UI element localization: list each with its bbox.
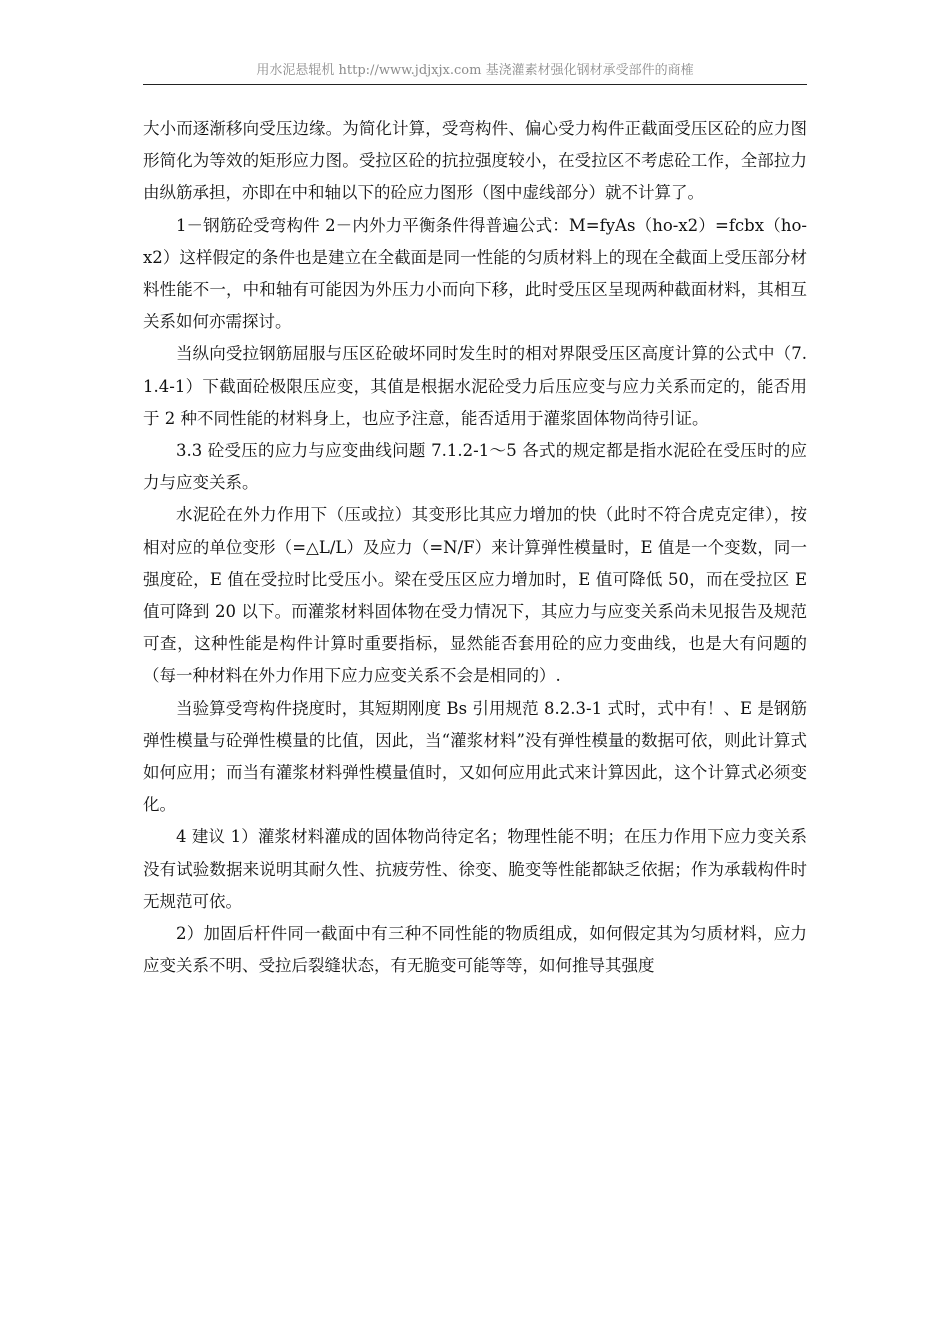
paragraph: 当验算受弯构件挠度时，其短期刚度 Bs 引用规范 8.2.3-1 式时，式中有！、E 是钢筋弹性模量与砼弹性模量的比值，因此，当“灌浆材料”没有弹性模量的数据可依，则此计算式如何应用；而当有灌浆材料弹性模量值时，又如何应用此式来计算因此，这个计算式必须变化。 (143, 698, 807, 815)
paragraph: 4 建议 1）灌浆材料灌成的固体物尚待定名；物理性能不明；在压力作用下应力变关系没有试验数据来说明其耐久性、抗疲劳性、徐变、脆变等性能都缺乏依据；作为承载构件时无规范可依。 (143, 827, 807, 911)
paragraph: 大小而逐渐移向受压边缘。为简化计算，受弯构件、偏心受力构件正截面受压区砼的应力图形简化为等效的矩形应力图。受拉区砼的抗拉强度较小，在受拉区不考虑砼工作，全部拉力由纵筋承担，亦即在中和轴以下的砼应力图形（图中虚线部分）就不计算了。 (143, 119, 807, 203)
page-header: 用水泥悬辊机 http://www.jdjxjx.com 基浇灌素材强化钢材承受部件的商榷 (256, 63, 694, 78)
paragraph: 当纵向受拉钢筋屈服与压区砼破坏同时发生时的相对界限受压区高度计算的公式中（7.1.4-1）下截面砼极限压应变，其值是根据水泥砼受力后压应变与应力关系而定的，能否用于 2 种不同性能的材料身上，也应予注意，能否适用于灌浆固体物尚待引证。 (143, 344, 807, 428)
paragraph: 3.3 砼受压的应力与应变曲线问题 7.1.2-1～5 各式的规定都是指水泥砼在受压时的应力与应变关系。 (143, 441, 807, 493)
paragraph: 2）加固后杆件同一截面中有三种不同性能的物质组成，如何假定其为匀质材料，应力应变关系不明、受拉后裂缝状态，有无脆变可能等等，如何推导其强度 (143, 924, 807, 976)
paragraph: 1－钢筋砼受弯构件 2－内外力平衡条件得普遍公式：M=fyAs（ho-x2）=fcbx（ho-x2）这样假定的条件也是建立在全截面是同一性能的匀质材料上的现在全截面上受压部分材料性能不一，中和轴有可能因为外压力小而向下移，此时受压区呈现两种截面材料，其相互关系如何亦需探讨。 (143, 215, 807, 332)
paragraph: 水泥砼在外力作用下（压或拉）其变形比其应力增加的快（此时不符合虎克定律），按相对应的单位变形（=△L/L）及应力（=N/F）来计算弹性模量时，E 值是一个变数，同一强度砼，E 值在受拉时比受压小。梁在受压区应力增加时，E 值可降低 50，而在受拉区 E 值可降到 20 以下。而灌浆材料固体物在受力情况下，其应力与应变关系尚未见报告及规范可查，这种性能是构件计算时重要指标，显然能否套用砼的应力变曲线，也是大有问题的（每一种材料在外力作用下应力应变关系不会是相同的）. (143, 505, 807, 686)
document-body (143, 113, 807, 982)
header-divider (143, 84, 807, 85)
